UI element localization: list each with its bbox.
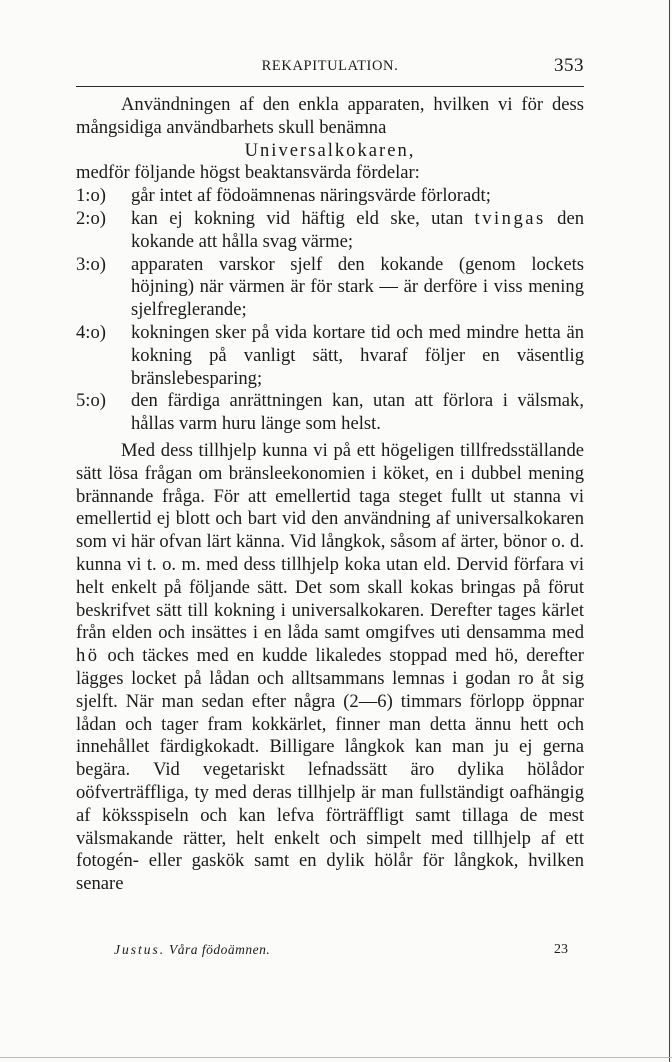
page-body (76, 94, 584, 896)
footer-book-title: Våra födoämnen. (169, 942, 271, 957)
list-item (76, 185, 584, 208)
item-text: går intet af födoämnenas näringsvärde förloradt; (131, 185, 491, 207)
list-item (76, 254, 584, 322)
signature-mark (114, 942, 270, 958)
item-text: kokningen sker på vida kortare tid och med mindre hetta än kokning på vanligt sätt, hvaraf följer en väsentlig bränslebesparing; (131, 321, 584, 389)
item-text: apparaten varskor sjelf den kokande (genom lockets höjning) när värmen är för stark — är derföre i viss mening sjelfreglerande; (131, 253, 584, 321)
item-number: 5:o) (76, 390, 106, 412)
footer-author: Justus. (114, 942, 166, 957)
item-text: den färdiga anrättningen kan, utan att förlora i välsmak, hållas varm huru länge som helst. (131, 390, 584, 435)
page-edge (0, 1057, 672, 1058)
list-item (76, 208, 584, 254)
list-item (76, 322, 584, 390)
list-item (76, 390, 584, 436)
item-text: den kokande att hålla svag värme; (131, 207, 585, 252)
paragraph-text: Med dess tillhjelp kunna vi på ett högeligen tillfredsställande sätt lösa frågan om bränsleekonomien i köket, en i dubbel mening brännande fråga. För att emellertid taga steget fullt ut stanna vi emellertid ej blott och bart vid den användning af universalkokaren som vi här ofvan lärt känna. Vid långkok, såsom af ärter, bönor o. d. kunna vi t. o. m. med dess tillhjelp koka utan eld. Dervid förfara vi helt enkelt på följande sätt. Det som skall kokas bringas på förut beskrifvet sätt till kokning i universalkokaren. Derefter tages kärlet från elden och insättes i en låda samt omgifves uti densamma med (76, 439, 584, 644)
running-title: REKAPITULATION. (261, 58, 399, 74)
centered-term: Universalkokaren, (244, 139, 416, 161)
main-paragraph (76, 440, 584, 896)
page-edge (669, 0, 670, 1062)
item-number: 4:o) (76, 321, 106, 343)
signature-line (114, 942, 568, 964)
intro-paragraph: Användningen af den enkla apparaten, hvilken vi för dess mångsidiga användbarhets skull benämna (76, 94, 584, 138)
page-number: 353 (554, 55, 584, 76)
paragraph-emphasis: hö (76, 645, 100, 667)
item-number: 2:o) (76, 207, 106, 229)
paragraph-text: och täckes med en kudde likaledes stoppad med hö, derefter lägges locket på lådan och alltsammans lemnas i godan ro åt sig sjelft. När man sedan efter några (2—6) timmars förlopp öppnar lådan och tager fram kokkärlet, finner man detta ännu hett och innehållet färdigkokadt. Billigare långkok kan man ju ej gerna begära. Vid vegetariskt lefnadssätt äro dylika hölådor oöfverträffliga, ty med deras tillhjelp är man fullständigt oafhängig af köksspiseln och kan lefva förträffligt samt tillaga de mest välsmakande rätter, helt enkelt och simpelt med tillhjelp af ett fotogén- eller gaskök samt en dylik hölår för långkok, hvilken senare (76, 645, 584, 895)
header-rule (76, 86, 584, 87)
sheet-number: 23 (554, 942, 568, 957)
lead-in: medför följande högst beaktansvärda fördelar: (76, 162, 420, 184)
running-header (76, 55, 584, 82)
item-number: 3:o) (76, 253, 106, 275)
item-text: kan ej kokning vid häftig eld ske, utan (131, 207, 464, 229)
item-number: 1:o) (76, 185, 106, 207)
item-emphasis: tvingas (474, 207, 546, 229)
